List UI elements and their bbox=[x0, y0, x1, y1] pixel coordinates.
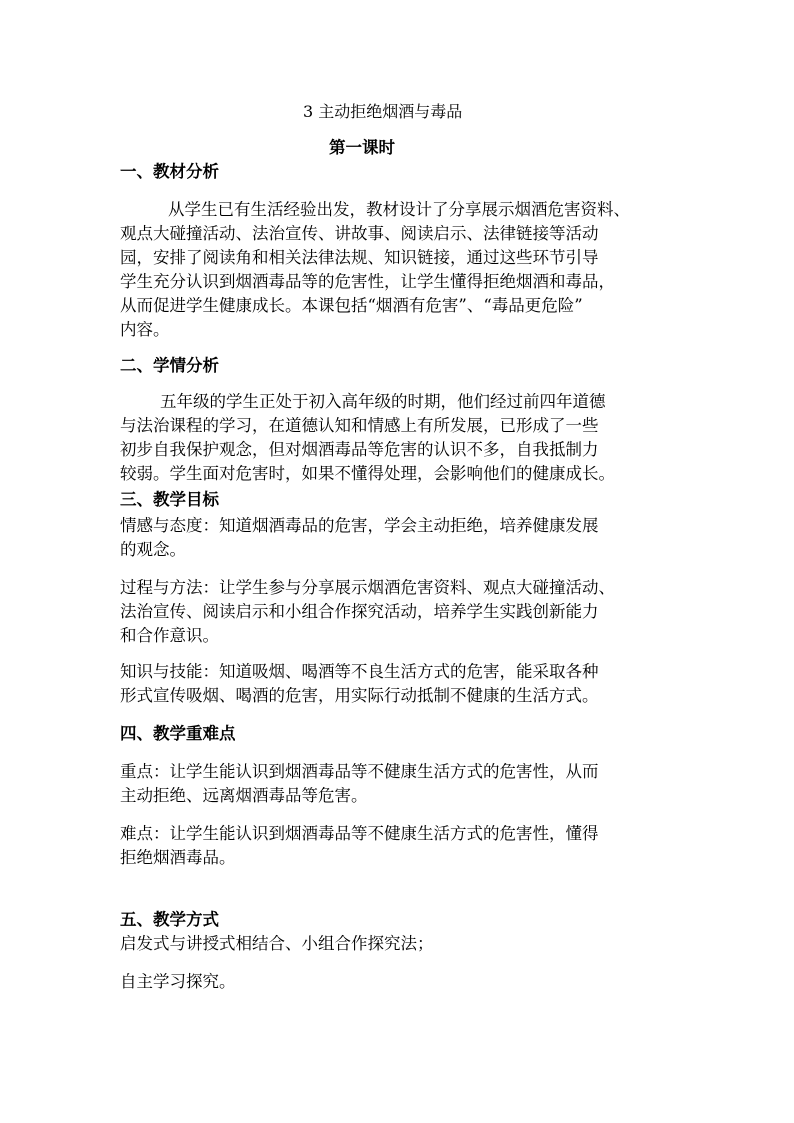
paragraph-line: 重点：让学生能认识到烟酒毒品等不健康生活方式的危害性，从而 bbox=[120, 762, 599, 781]
paragraph-line: 从学生已有生活经验出发，教材设计了分享展示烟酒危害资料、 bbox=[168, 200, 630, 219]
document-title: 3 主动拒绝烟酒与毒品 bbox=[303, 102, 463, 121]
section-heading-teaching-goals: 三、教学目标 bbox=[120, 490, 219, 509]
paragraph-line: 观点大碰撞活动、法治宣传、讲故事、阅读启示、法律链接等活动 bbox=[120, 224, 599, 243]
section-heading-key-difficult-points: 四、教学重难点 bbox=[120, 724, 236, 743]
paragraph-line: 难点：让学生能认识到烟酒毒品等不健康生活方式的危害性，懂得 bbox=[120, 824, 599, 843]
paragraph-line: 初步自我保护观念，但对烟酒毒品等危害的认识不多，自我抵制力 bbox=[120, 440, 599, 459]
paragraph-line: 知识与技能：知道吸烟、喝酒等不良生活方式的危害，能采取各种 bbox=[120, 662, 599, 681]
paragraph-line: 主动拒绝、远离烟酒毒品等危害。 bbox=[120, 786, 368, 805]
paragraph-line: 形式宣传吸烟、喝酒的危害，用实际行动抵制不健康的生活方式。 bbox=[120, 686, 599, 705]
paragraph-line: 启发式与讲授式相结合、小组合作探究法； bbox=[120, 934, 434, 953]
paragraph-line: 内容。 bbox=[120, 320, 170, 339]
paragraph-line: 园，安排了阅读角和相关法律法规、知识链接，通过这些环节引导 bbox=[120, 248, 599, 267]
paragraph-line: 过程与方法：让学生参与分享展示烟酒危害资料、观点大碰撞活动、 bbox=[120, 578, 615, 597]
paragraph-line: 自主学习探究。 bbox=[120, 972, 236, 991]
paragraph-line: 法治宣传、阅读启示和小组合作探究活动，培养学生实践创新能力 bbox=[120, 602, 599, 621]
paragraph-line: 从而促进学生健康成长。本课包括“烟酒有危害”、“毒品更危险” bbox=[120, 296, 583, 315]
section-heading-teaching-methods: 五、教学方式 bbox=[120, 910, 219, 929]
paragraph-line: 学生充分认识到烟酒毒品等的危害性，让学生懂得拒绝烟酒和毒品， bbox=[120, 272, 615, 291]
paragraph-line: 五年级的学生正处于初入高年级的时期，他们经过前四年道德 bbox=[160, 392, 606, 411]
section-heading-student-analysis: 二、学情分析 bbox=[120, 356, 219, 375]
paragraph-line: 和合作意识。 bbox=[120, 626, 219, 645]
lesson-subtitle: 第一课时 bbox=[329, 138, 395, 157]
paragraph-line: 情感与态度：知道烟酒毒品的危害，学会主动拒绝，培养健康发展 bbox=[120, 516, 599, 535]
section-heading-textbook-analysis: 一、教材分析 bbox=[120, 162, 219, 181]
paragraph-line: 较弱。学生面对危害时，如果不懂得处理，会影响他们的健康成长。 bbox=[120, 464, 615, 483]
paragraph-line: 的观念。 bbox=[120, 540, 186, 559]
paragraph-line: 与法治课程的学习，在道德认知和情感上有所发展，已形成了一些 bbox=[120, 416, 599, 435]
paragraph-line: 拒绝烟酒毒品。 bbox=[120, 848, 236, 867]
